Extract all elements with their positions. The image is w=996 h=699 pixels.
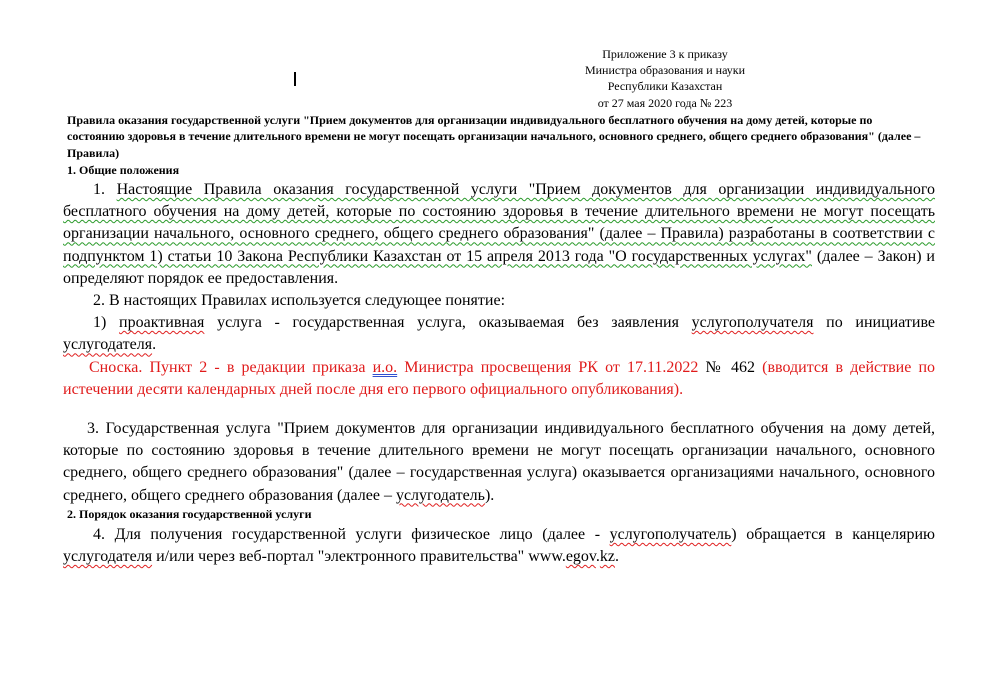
section-1-body-continued <box>63 418 935 507</box>
approval-line: Республики Казахстан <box>607 79 723 94</box>
section-heading-procedure: 2. Порядок оказания государственной услуги <box>67 507 312 521</box>
spelling-marked-word: услугодателя <box>63 548 153 566</box>
spelling-marked-word: услугодатель <box>395 486 485 504</box>
spelling-marked-word: kz <box>599 548 615 566</box>
spelling-marked-word: услугополучателя <box>691 314 814 332</box>
grammar-marked-text: Настоящие Правила оказания государственной услуги "Прием документов для организации индивидуального бесплатного обучения на дому детей, которые по состоянию здоровья в течение длительного времени не могут посещать организации начального, основного среднего, общего среднего образования" (далее – Правила) разработаны в соответствии с подпунктом 1) статьи 10 Закона Республики Казахстан от 15 апреля 2013 года "О государственных услугах" <box>63 181 936 265</box>
paragraph-4[interactable]: 4. Для получения государственной услуги физическое лицо (далее - услугополучатель) обращается в канцелярию услугодателя и/или через веб-портал "электронного правительства" www.egov.kz. <box>63 526 935 566</box>
paragraph-definition[interactable]: 1) проактивная услуга - государственная услуга, оказываемая без заявления услугополучателя по инициативе услугодателя. <box>63 314 936 354</box>
grammar-marked-text: и.о. <box>372 358 398 376</box>
approval-line: Министра образования и науки <box>584 63 746 78</box>
paragraph-1[interactable]: 1. Настоящие Правила оказания государственной услуги "Прием документов для организации индивидуального бесплатного обучения на дому детей, которые по состоянию здоровья в течение длительного времени не могут посещать организации начального, основного среднего, общего среднего образования" (далее – Правила) разработаны в соответствии с подпунктом 1) статьи 10 Закона Республики Казахстан от 15 апреля 2013 года "О государственных услугах" (далее – Закон) и определяют порядок ее предоставления. <box>63 181 936 287</box>
approval-block <box>560 46 770 111</box>
paragraph-3[interactable]: 3. Государственная услуга "Прием документов для организации индивидуального бесплатного обучения на дому детей, которые по состоянию здоровья в течение длительного времени не могут посещать организации начального, основного среднего, общего среднего образования" (далее – государственная услуга) оказывается организациями начального, основного среднего, общего среднего образования (далее – услугодатель). <box>63 420 935 504</box>
section-1-body <box>63 179 935 401</box>
spelling-marked-word: проактивная <box>119 314 205 332</box>
document-title: Правила оказания государственной услуги "Прием документов для организации индивидуального бесплатного обучения на дому детей, которые по состоянию здоровья в течение длительного времени не могут посещать организации начального, основного среднего, общего среднего образования" (далее – Правила) <box>67 113 921 160</box>
spelling-marked-word: услугополучатель <box>609 526 732 543</box>
section-heading-general: 1. Общие положения <box>67 163 180 177</box>
approval-line: от 27 мая 2020 года № 223 <box>597 95 733 110</box>
order-number-link[interactable]: № 462 <box>705 358 756 376</box>
approval-line: Приложение 3 к приказу <box>602 47 728 61</box>
text-cursor[interactable] <box>294 72 296 86</box>
paragraph-2[interactable]: 2. В настоящих Правилах используется следующее понятие: <box>93 292 506 310</box>
footnote-paragraph[interactable]: Сноска. Пункт 2 - в редакции приказа и.о. Министра просвещения РК от 17.11.2022 № 462 (вводится в действие по истечении десяти календарных дней после дня его первого официального опубликования). <box>63 358 936 398</box>
spelling-marked-word: услугодателя <box>63 336 153 354</box>
section-2-body <box>63 524 935 568</box>
spelling-marked-word: egov <box>565 548 596 566</box>
